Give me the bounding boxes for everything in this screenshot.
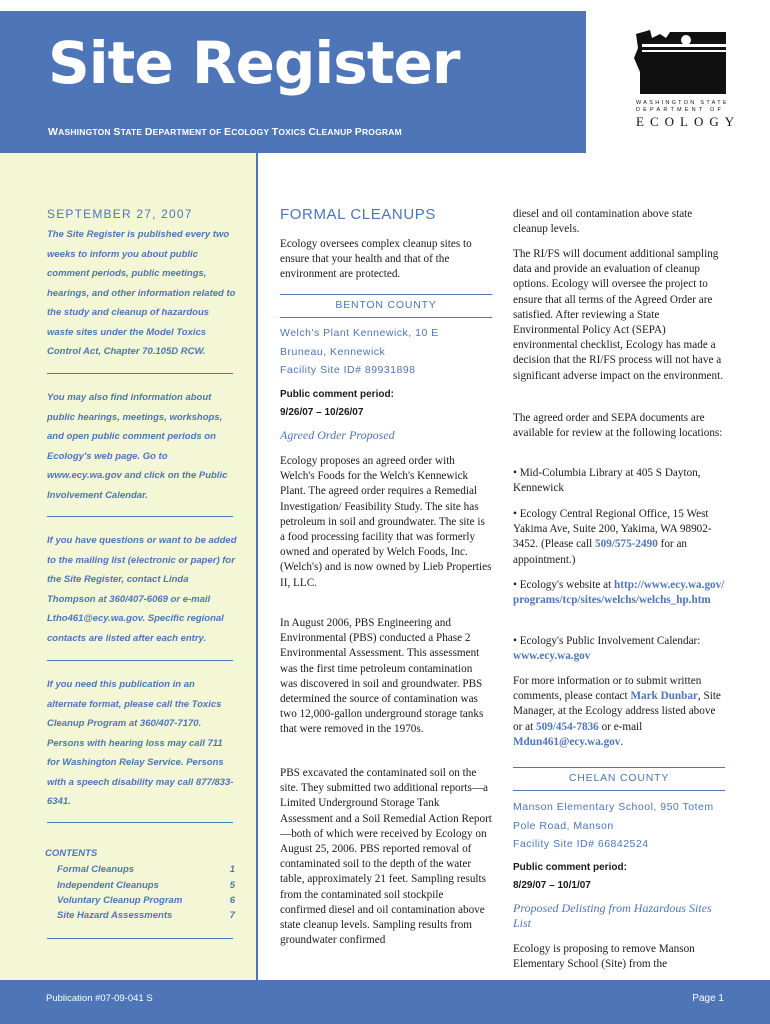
sidebar-alternate-format: If you need this publication in an alternate format, please call the Toxics Cleanup Program at 360/407-7170. Persons with hearing loss may call 711 for Washington Relay Service. Persons with a speech disability may call 877/833-6341. — [47, 679, 234, 807]
relay-number[interactable]: 711 — [207, 737, 223, 749]
page-number: Page 1 — [692, 993, 724, 1004]
contents-heading: CONTENTS — [45, 848, 98, 859]
county-rule-top — [280, 294, 492, 295]
county-rule-bottom — [280, 317, 492, 318]
paragraph: The RI/FS will document additional sampling data and provide an evaluation of cleanup options. Ecology will oversee the project to ensure that all terms of the Agreed Order are satisfied. After reviewing a State Environmental Policy Act (SEPA) environmental checklist, Ecology has made a decision that the RI/FS process will not have a significant adverse impact on the environment. — [513, 248, 724, 382]
sidebar-rule — [47, 373, 233, 374]
comment-period: Public comment period: 9/26/07 – 10/26/07 — [280, 389, 394, 418]
ecology-web-link[interactable]: www.ecy.wa.gov — [47, 470, 122, 481]
sidebar-contact: If you have questions or want to be added to the mailing list (electronic or paper) for the Site Register, contact Linda Thompson at 360/407-6069 or e-mail Ltho461@ecy.wa.gov. Specific regional contacts are listed after each entry. — [47, 535, 237, 644]
paragraph: The agreed order and SEPA documents are available for review at the following locations: — [513, 412, 723, 440]
publication-number: Publication #07-09-041 S — [46, 993, 153, 1004]
header-subtitle: WASHINGTON STATE DEPARTMENT OF ECOLOGY TOXICS CLEANUP PROGRAM — [48, 126, 402, 138]
sidebar-intro: The Site Register is published every two weeks to inform you about public comment periods, public meetings, hearings, and other information related to the study and cleanup of hazardous waste sites under the Model Toxics Control Act, Chapter 70.105D RCW. — [47, 229, 236, 357]
site-manager-name: Mark Dunbar — [630, 690, 698, 703]
site-name: Welch's Plant Kennewick, 10 E Bruneau, Kennewick Facility Site ID# 89931898 — [280, 327, 439, 376]
toxics-phone[interactable]: 360/407-7170 — [139, 718, 199, 729]
county-rule-bottom — [513, 790, 725, 791]
site-webpage-link[interactable]: http://www.ecy.wa.gov/programs/tcp/sites/welchs/welchs_hp.htm — [513, 579, 725, 607]
regional-office-phone[interactable]: 509/575-2490 — [595, 538, 658, 551]
formal-cleanups-intro: Ecology oversees complex cleanup sites to ensure that your health and that of the environment are protected. — [280, 238, 472, 281]
contact-paragraph: For more information or to submit written comments, please contact Mark Dunbar, Site Manager, at the Ecology address listed above or at 509/454-7836 or e-mail Mdun461@ecy.wa.gov. — [513, 675, 721, 748]
contact-email-link[interactable]: Ltho461@ecy.wa.gov — [47, 613, 143, 624]
issue-date: SEPTEMBER 27, 2007 — [47, 207, 193, 221]
contact-phone[interactable]: 360/407-6069 — [109, 593, 168, 605]
paragraph: Ecology is proposing to remove Manson Elementary School (Site) from the — [513, 943, 695, 971]
toc-item[interactable]: Voluntary Cleanup Program 6 — [57, 895, 235, 906]
location-item: • Ecology's Public Involvement Calendar: www.ecy.wa.gov — [513, 635, 701, 663]
paragraph: diesel and oil contamination above state cleanup levels. — [513, 208, 693, 236]
sidebar-rule — [47, 822, 233, 823]
logo-dept-text: DEPARTMENT OF — [636, 107, 725, 113]
county-heading: CHELAN COUNTY — [568, 772, 670, 784]
subhead: Agreed Order Proposed — [280, 428, 395, 442]
logo-ecology-text: ECOLOGY — [636, 114, 741, 129]
tty-number[interactable]: 877/833-6341 — [47, 776, 234, 807]
toc-item[interactable]: Independent Cleanups 5 — [57, 880, 235, 891]
county-rule-top — [513, 767, 725, 768]
sidebar-rule — [47, 516, 233, 517]
toc-item[interactable]: Site Hazard Assessments 7 — [57, 910, 235, 921]
sidebar-web-info: You may also find information about public hearings, meetings, workshops, and open public comment periods on Ecology's web page. Go to www.ecy.wa.gov and click on the Public Involvement Calendar. — [47, 392, 228, 501]
sidebar-rule — [47, 660, 233, 661]
sidebar-divider — [256, 153, 258, 980]
site-manager-email[interactable]: Mdun461@ecy.wa.gov — [513, 735, 621, 748]
site-name: Manson Elementary School, 950 Totem Pole Road, Manson Facility Site ID# 66842524 — [513, 801, 714, 850]
toc-item[interactable]: Formal Cleanups 1 — [57, 864, 235, 875]
section-title: FORMAL CLEANUPS — [280, 206, 436, 223]
washington-state-logo-icon — [630, 28, 728, 96]
sidebar-rule — [47, 938, 233, 939]
logo-state-text: WASHINGTON STATE — [636, 100, 729, 106]
page-title: Site Register — [48, 29, 460, 97]
ecology-logo — [628, 28, 741, 129]
paragraph: In August 2006, PBS Engineering and Environmental (PBS) conducted a Phase 2 Environmental Assessment. This assessment was the first time petroleum contamination was discovered in soil and groundwater. PBS determined the source of contamination was two 12,000-gallon underground storage tanks that were removed in the 1970s. — [280, 617, 484, 736]
location-item: • Mid-Columbia Library at 405 S Dayton, Kennewick — [513, 467, 701, 495]
paragraph: PBS excavated the contaminated soil on the site. They submitted two additional reports—a Limited Underground Storage Tank Assessment and a Soil Remedial Action Report—both of which were received by Ecology on August 25, 2006. PBS reported removal of contaminated soil to the depth of the water table, approximately 21 feet. Sampling results from the contaminated soil stockpile confirmed diesel and oil contamination above state cleanup levels. Sampling results from groundwater confirmed — [280, 767, 492, 947]
subhead: Proposed Delisting from Hazardous Sites List — [513, 901, 712, 930]
site-manager-phone[interactable]: 509/454-7836 — [536, 720, 599, 733]
location-item: • Ecology's website at http://www.ecy.wa.gov/programs/tcp/sites/welchs/welchs_hp.htm — [513, 579, 725, 607]
county-heading: BENTON COUNTY — [335, 299, 437, 311]
location-item: • Ecology Central Regional Office, 15 West Yakima Ave, Suite 200, Yakima, WA 98902-3452. (Please call 509/575-2490 for an appointment.) — [513, 508, 712, 566]
calendar-link[interactable]: www.ecy.wa.gov — [513, 650, 591, 663]
paragraph: Ecology proposes an agreed order with Welch's Foods for the Welch's Kennewick Plant. The agreed order requires a Remedial Investigation/ Feasibility Study. The site has petroleum in soil and groundwater. The site is a food processing facility that was formerly owned and operated by Welch Foods, Inc. (Welch's) and is now owned by Lieb Properties II, LLC. — [280, 455, 492, 589]
comment-period: Public comment period: 8/29/07 – 10/1/07 — [513, 862, 627, 891]
